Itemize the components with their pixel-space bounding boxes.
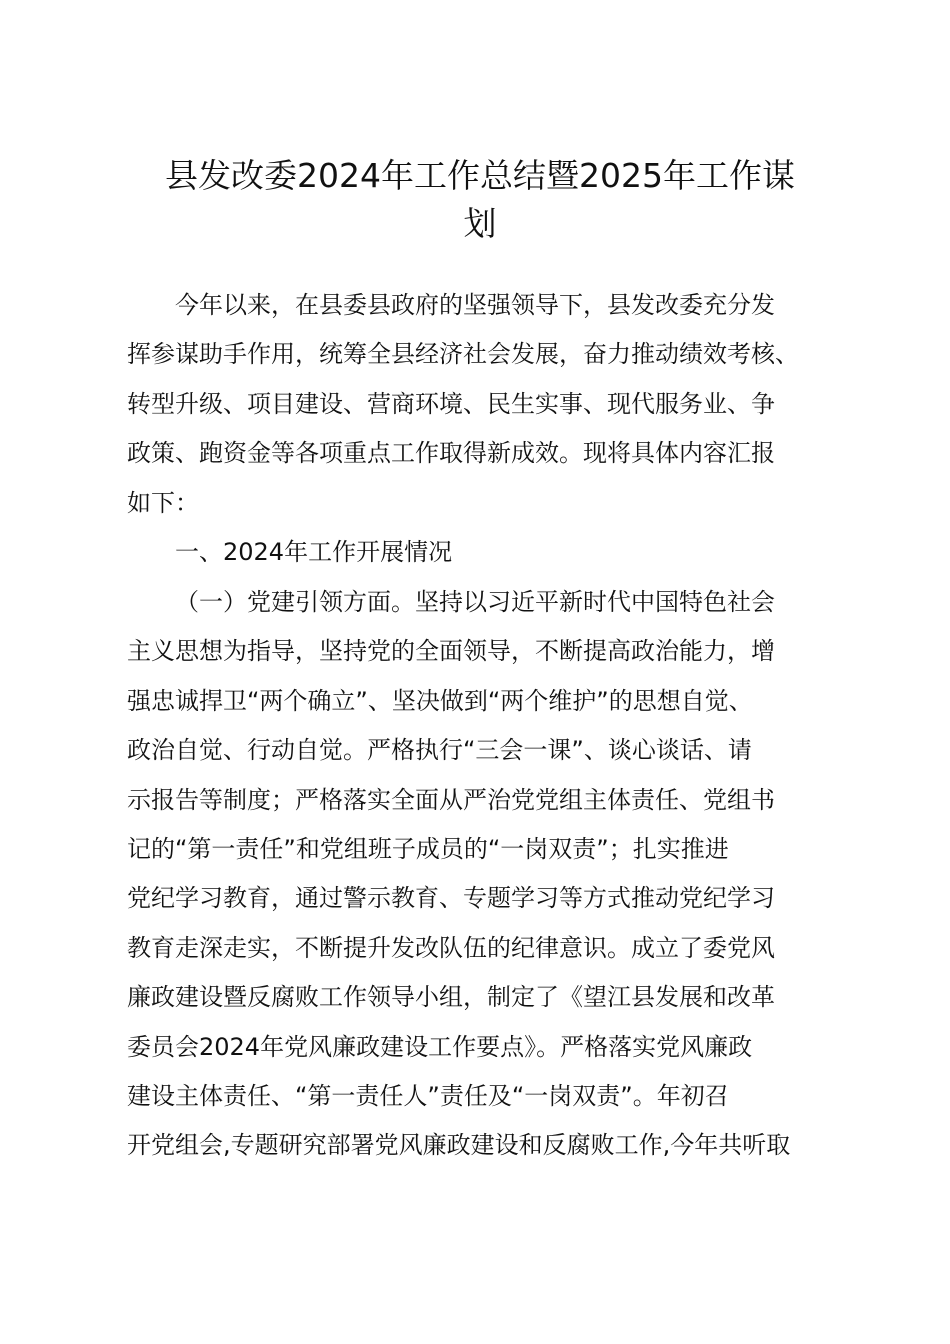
text-line: 教育走深走实，不断提升发改队伍的纪律意识。成立了委党风 (127, 933, 775, 962)
heading-line: 一、2024年工作开展情况 (175, 538, 453, 566)
text-line: 示报告等制度；严格落实全面从严治党党组主体责任、党组书 (127, 785, 775, 814)
text-line: 今年以来，在县委县政府的坚强领导下，县发改委充分发 (175, 291, 775, 319)
text-line: 政治自觉、行动自觉。严格执行“三会一课”、谈心谈话、请 (127, 736, 752, 765)
text-line: 如下： (127, 488, 199, 517)
text-line: 建设主体责任、“第一责任人”责任及“一岗双责”。年初召 (127, 1081, 729, 1110)
text-line: （一）党建引领方面。坚持以习近平新时代中国特色社会 (175, 588, 775, 616)
section-heading (127, 528, 837, 577)
text-line: 主义思想为指导，坚持党的全面领导，不断提高政治能力，增 (127, 637, 775, 666)
text-line: 政策、跑资金等各项重点工作取得新成效。现将具体内容汇报 (127, 439, 775, 468)
text-line: 挥参谋助手作用，统筹全县经济社会发展，奋力推动绩效考核、 (127, 340, 799, 369)
intro-paragraph (127, 281, 837, 528)
text-line: 转型升级、项目建设、营商环境、民生实事、现代服务业、争 (127, 389, 775, 418)
title-line: 划 (463, 204, 497, 243)
text-line: 强忠诚捍卫“两个确立”、坚决做到“两个维护”的思想自觉、 (127, 686, 753, 715)
text-line: 委员会2024年党风廉政建设工作要点》。严格落实党风廉政 (127, 1032, 753, 1061)
text-line: 党纪学习教育，通过警示教育、专题学习等方式推动党纪学习 (127, 884, 775, 913)
text-line: 记的“第一责任”和党组班子成员的“一岗双责”；扎实推进 (127, 834, 729, 863)
title-line: 县发改委2024年工作总结暨2025年工作谋 (165, 156, 795, 195)
text-line: 开党组会,专题研究部署党风廉政建设和反腐败工作,今年共听取 (127, 1131, 791, 1160)
document-title (120, 152, 840, 248)
text-line: 廉政建设暨反腐败工作领导小组，制定了《望江县发展和改革 (127, 983, 775, 1012)
section-1-paragraph (127, 578, 837, 1171)
